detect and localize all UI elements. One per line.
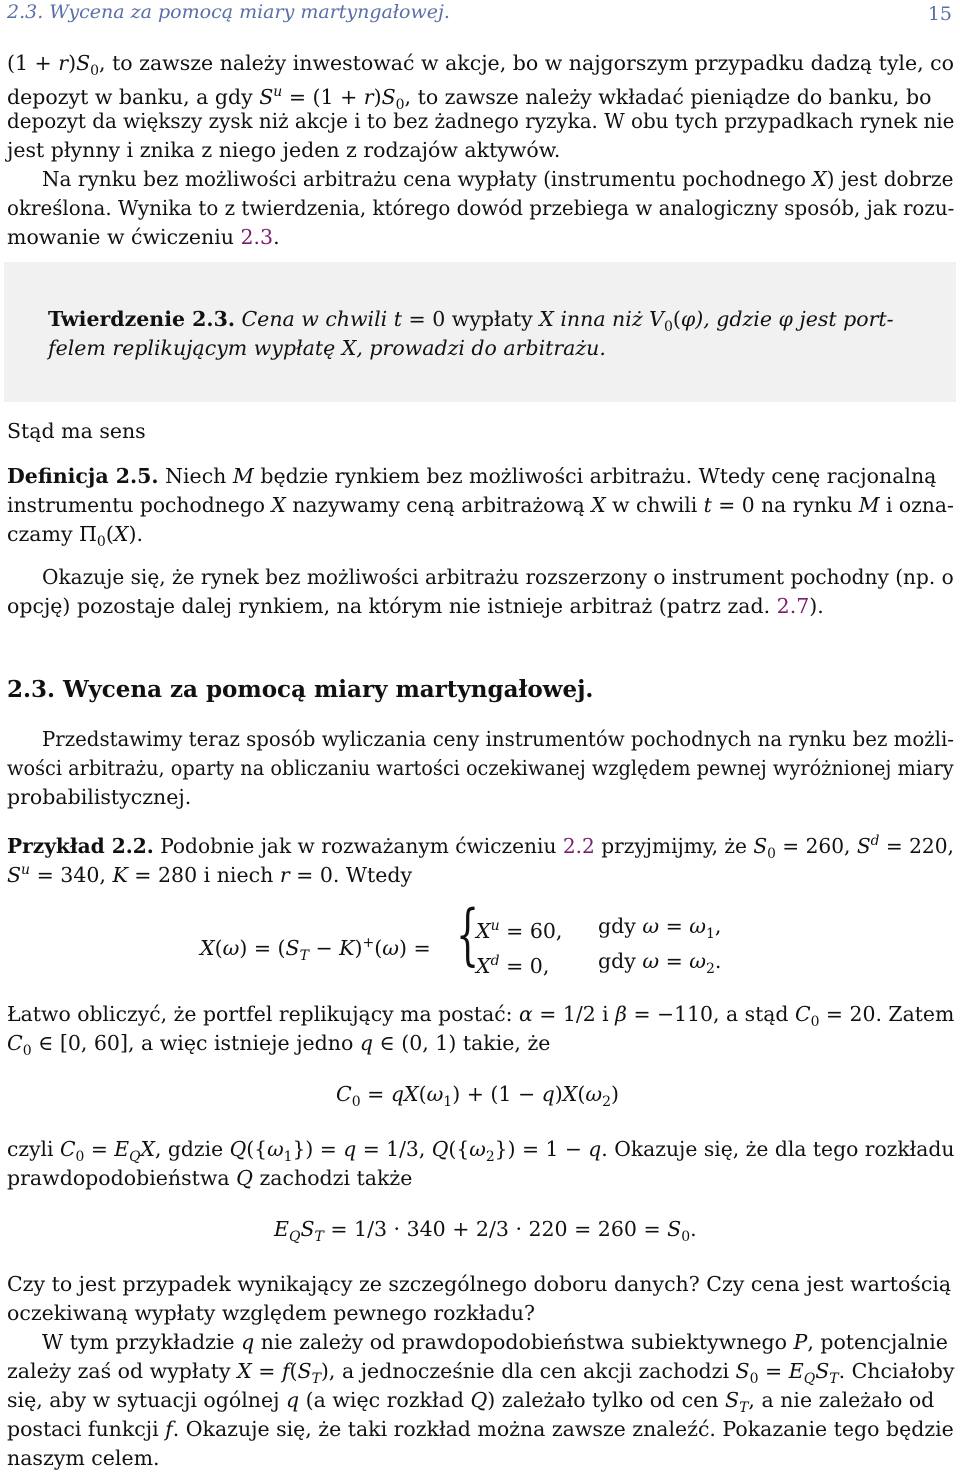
p2-line-3: mowanie w ćwiczeniu 2.3.: [7, 225, 280, 249]
p6-line-1: Łatwo obliczyć, że portfel replikujący ma postać: α = 1/2 i β = −110, a stąd $C_0 = 20$. Zatem: [7, 1002, 955, 1030]
example-label: Przykład 2.2.: [7, 834, 154, 858]
equation-brace: {: [456, 896, 480, 973]
equation-price: $C_0 = qX(\omega_1) + (1 - q)X(\omega_2)$: [336, 1082, 620, 1110]
p7-line-1: czyli $C_0 = E_QX$, gdzie $Q(\{\omega_1\}) = q = 1/3$, $Q(\{\omega_2\}) = 1 - q$. Okazuje się, że dla tego rozkładu: [7, 1137, 955, 1165]
equation-expectation: $E_QS_T = 1/3 \cdot 340 + 2/3 \cdot 220 = 260 = S_0$.: [274, 1217, 697, 1245]
equation-case-1-value: $X^u = 60$,: [476, 918, 563, 943]
theorem-label: Twierdzenie 2.3.: [48, 307, 235, 331]
p9-line-1: W tym przykładzie q nie zależy od prawdopodobieństwa subiektywnego P, potencjalnie: [42, 1330, 948, 1354]
p1-line-2: depozyt w banku, a gdy $S^u = (1 + r)S_0$, to zawsze należy wkładać pieniądze do banku, bo: [7, 84, 932, 113]
example-line-2: $S^u = 340$, K = 280 i niech r = 0. Wtedy: [7, 862, 413, 887]
p4-line-2: opcję) pozostaje dalej rynkiem, na którym nie istnieje arbitraż (patrz zad. 2.7).: [7, 594, 824, 618]
equation-case-2-value: $X^d = 0$,: [476, 953, 550, 978]
paragraph-3: Stąd ma sens: [7, 419, 146, 443]
definition-line-2: instrumentu pochodnego X nazywamy ceną arbitrażową X w chwili t = 0 na rynku M i ozna-: [7, 493, 954, 517]
p6-line-2: $C_0$ ∈ [0, 60], a więc istnieje jedno q ∈ (0, 1) takie, że: [7, 1031, 551, 1059]
p5-line-2: wości arbitrażu, oparty na obliczaniu wartości oczekiwanej względem pewnej wyróżnionej miary: [7, 756, 954, 780]
page-number: 15: [927, 3, 952, 25]
p2-line-2: określona. Wynika to z twierdzenia, którego dowód przebiega w analogiczny sposób, jak rozu-: [7, 196, 955, 220]
equation-payoff-lhs: $X(\omega) = (S_T - K)^+(\omega)$ =: [200, 935, 431, 964]
section-heading: 2.3. Wycena za pomocą miary martyngałowej.: [7, 676, 594, 703]
p1-line-4: jest płynny i znika z niego jeden z rodzajów aktywów.: [7, 138, 561, 162]
definition-label: Definicja 2.5.: [7, 464, 159, 488]
p8-line-1: Czy to jest przypadek wynikający ze szczególnego doboru danych? Czy cena jest wartością: [7, 1272, 952, 1296]
exercise-link-2-7[interactable]: 2.7: [776, 594, 810, 618]
exercise-link-2-3[interactable]: 2.3: [240, 225, 274, 249]
p9-line-4: postaci funkcji f. Okazuje się, że taki rozkład można zawsze znaleźć. Pokazanie tego będzie: [7, 1417, 954, 1441]
p2-line-1: Na rynku bez możliwości arbitrażu cena wypłaty (instrumentu pochodnego X) jest dobrze: [42, 167, 954, 191]
equation-case-1-condition: gdy $\omega = \omega_1$,: [598, 914, 722, 942]
p4-line-1: Okazuje się, że rynek bez możliwości arbitrażu rozszerzony o instrument pochodny (np. o: [42, 565, 954, 589]
p9-line-5: naszym celem.: [7, 1446, 160, 1470]
running-title: 2.3. Wycena za pomocą miary martyngałowej.: [7, 1, 450, 23]
p1-line-3: depozyt da większy zysk niż akcje i to bez żadnego ryzyka. W obu tych przypadkach rynek nie: [7, 109, 955, 133]
definition-line-3: czamy $\Pi_0(X)$.: [7, 522, 143, 550]
theorem-line-2: felem replikującym wypłatę X, prowadzi do arbitrażu.: [48, 336, 606, 360]
theorem-line-1: Twierdzenie 2.3. Cena w chwili t = 0 wypłaty X inna niż $V_0(\varphi)$, gdzie φ jest port-: [48, 307, 894, 335]
p1-line-1: $(1 + r)S_0$, to zawsze należy inwestować w akcje, bo w najgorszym przypadku dadzą tyle, co: [7, 51, 954, 79]
definition-line-1: Definicja 2.5. Niech M będzie rynkiem bez możliwości arbitrażu. Wtedy cenę racjonalną: [7, 464, 937, 488]
p7-line-2: prawdopodobieństwa Q zachodzi także: [7, 1166, 413, 1190]
equation-case-2-condition: gdy $\omega = \omega_2$.: [598, 949, 722, 977]
p5-line-1: Przedstawimy teraz sposób wyliczania ceny instrumentów pochodnych na rynku bez możli-: [42, 727, 954, 751]
p9-line-2: zależy zaś od wypłaty $X = f(S_T)$, a jednocześnie dla cen akcji zachodzi $S_0 = E_QS_T$. Chciałoby: [7, 1359, 955, 1387]
p5-line-3: probabilistycznej.: [7, 785, 192, 809]
example-line-1: Przykład 2.2. Podobnie jak w rozważanym ćwiczeniu 2.2 przyjmijmy, że $S_0 = 260$, $S^d = 220$,: [7, 833, 954, 862]
p9-line-3: się, aby w sytuacji ogólnej q (a więc rozkład Q) zależało tylko od cen $S_T$, a nie zależało od: [7, 1388, 935, 1416]
p8-line-2: oczekiwaną wypłaty względem pewnego rozkładu?: [7, 1301, 535, 1325]
exercise-link-2-2[interactable]: 2.2: [562, 834, 595, 858]
